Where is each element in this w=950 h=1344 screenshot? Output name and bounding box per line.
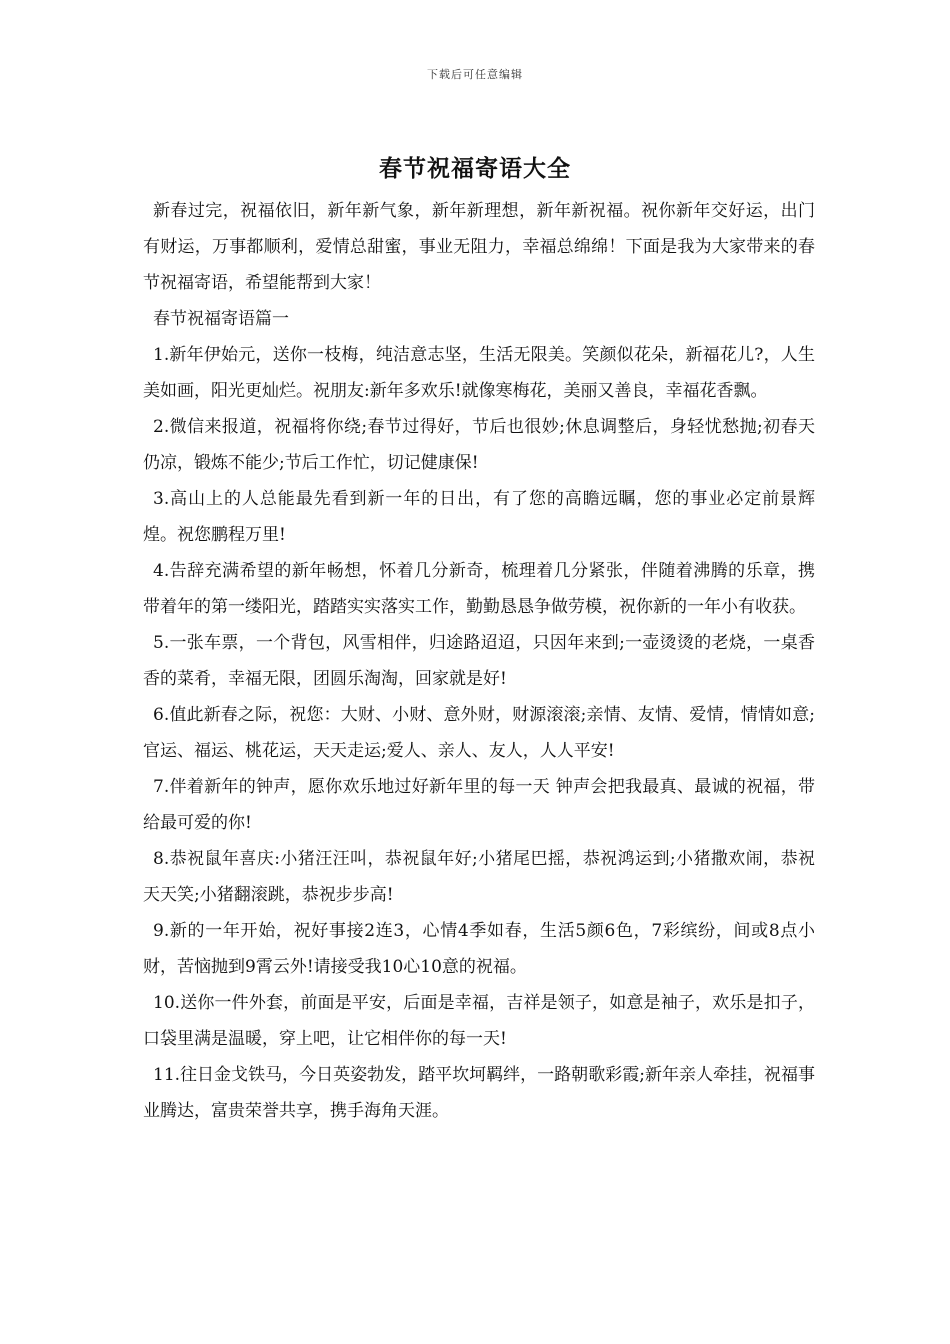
document-body bbox=[143, 193, 815, 1129]
intro-paragraph: 新春过完，祝福依旧，新年新气象，新年新理想，新年新祝福。祝你新年交好运，出门有财运，万事都顺利，爱情总甜蜜，事业无阻力，幸福总绵绵！下面是我为大家带来的春节祝福寄语，希望能帮到大家！ bbox=[143, 201, 815, 293]
greeting-item-2: 2.微信来报道，祝福将你绕;春节过得好，节后也很妙;休息调整后，身轻忧愁抛;初春天仍凉，锻炼不能少;节后工作忙，切记健康保! bbox=[143, 417, 815, 473]
section-heading: 春节祝福寄语篇一 bbox=[153, 309, 289, 329]
greeting-item-9: 9.新的一年开始，祝好事接2连3，心情4季如春，生活5颜6色，7彩缤纷，间或8点小财，苦恼抛到9霄云外!请接受我10心10意的祝福。 bbox=[143, 921, 815, 977]
greeting-item-11: 11.往日金戈铁马，今日英姿勃发，踏平坎坷羁绊，一路朝歌彩霞;新年亲人牵挂，祝福事业腾达，富贵荣誉共享，携手海角天涯。 bbox=[143, 1065, 815, 1121]
greeting-item-8: 8.恭祝鼠年喜庆:小猪汪汪叫，恭祝鼠年好;小猪尾巴摇，恭祝鸿运到;小猪撒欢闹，恭祝天天笑;小猪翻滚跳，恭祝步步高! bbox=[143, 849, 815, 905]
greeting-item-5: 5.一张车票，一个背包，风雪相伴，归途路迢迢，只因年来到;一壶烫烫的老烧，一桌香香的菜肴，幸福无限，团圆乐淘淘，回家就是好! bbox=[143, 633, 815, 689]
header-note: 下载后可任意编辑 bbox=[427, 68, 523, 81]
document-title: 春节祝福寄语大全 bbox=[379, 155, 571, 182]
greeting-item-1: 1.新年伊始元，送你一枝梅，纯洁意志坚，生活无限美。笑颜似花朵，新福花儿?，人生美如画，阳光更灿烂。祝朋友:新年多欢乐!就像寒梅花，美丽又善良，幸福花香飘。 bbox=[143, 345, 815, 401]
greeting-item-4: 4.告辞充满希望的新年畅想，怀着几分新奇，梳理着几分紧张，伴随着沸腾的乐章，携带着年的第一缕阳光，踏踏实实落实工作，勤勤恳恳争做劳模，祝你新的一年小有收获。 bbox=[143, 561, 815, 617]
greeting-item-6: 6.值此新春之际，祝您：大财、小财、意外财，财源滚滚;亲情、友情、爱情，情情如意;官运、福运、桃花运，天天走运;爱人、亲人、友人，人人平安! bbox=[143, 705, 815, 761]
greeting-item-10: 10.送你一件外套，前面是平安，后面是幸福，吉祥是领子，如意是袖子，欢乐是扣子，口袋里满是温暖，穿上吧，让它相伴你的每一天! bbox=[143, 993, 815, 1049]
greeting-item-7: 7.伴着新年的钟声，愿你欢乐地过好新年里的每一天 钟声会把我最真、最诚的祝福，带给最可爱的你! bbox=[143, 777, 815, 833]
greeting-item-3: 3.高山上的人总能最先看到新一年的日出，有了您的高瞻远瞩，您的事业必定前景辉煌。祝您鹏程万里! bbox=[143, 489, 815, 545]
